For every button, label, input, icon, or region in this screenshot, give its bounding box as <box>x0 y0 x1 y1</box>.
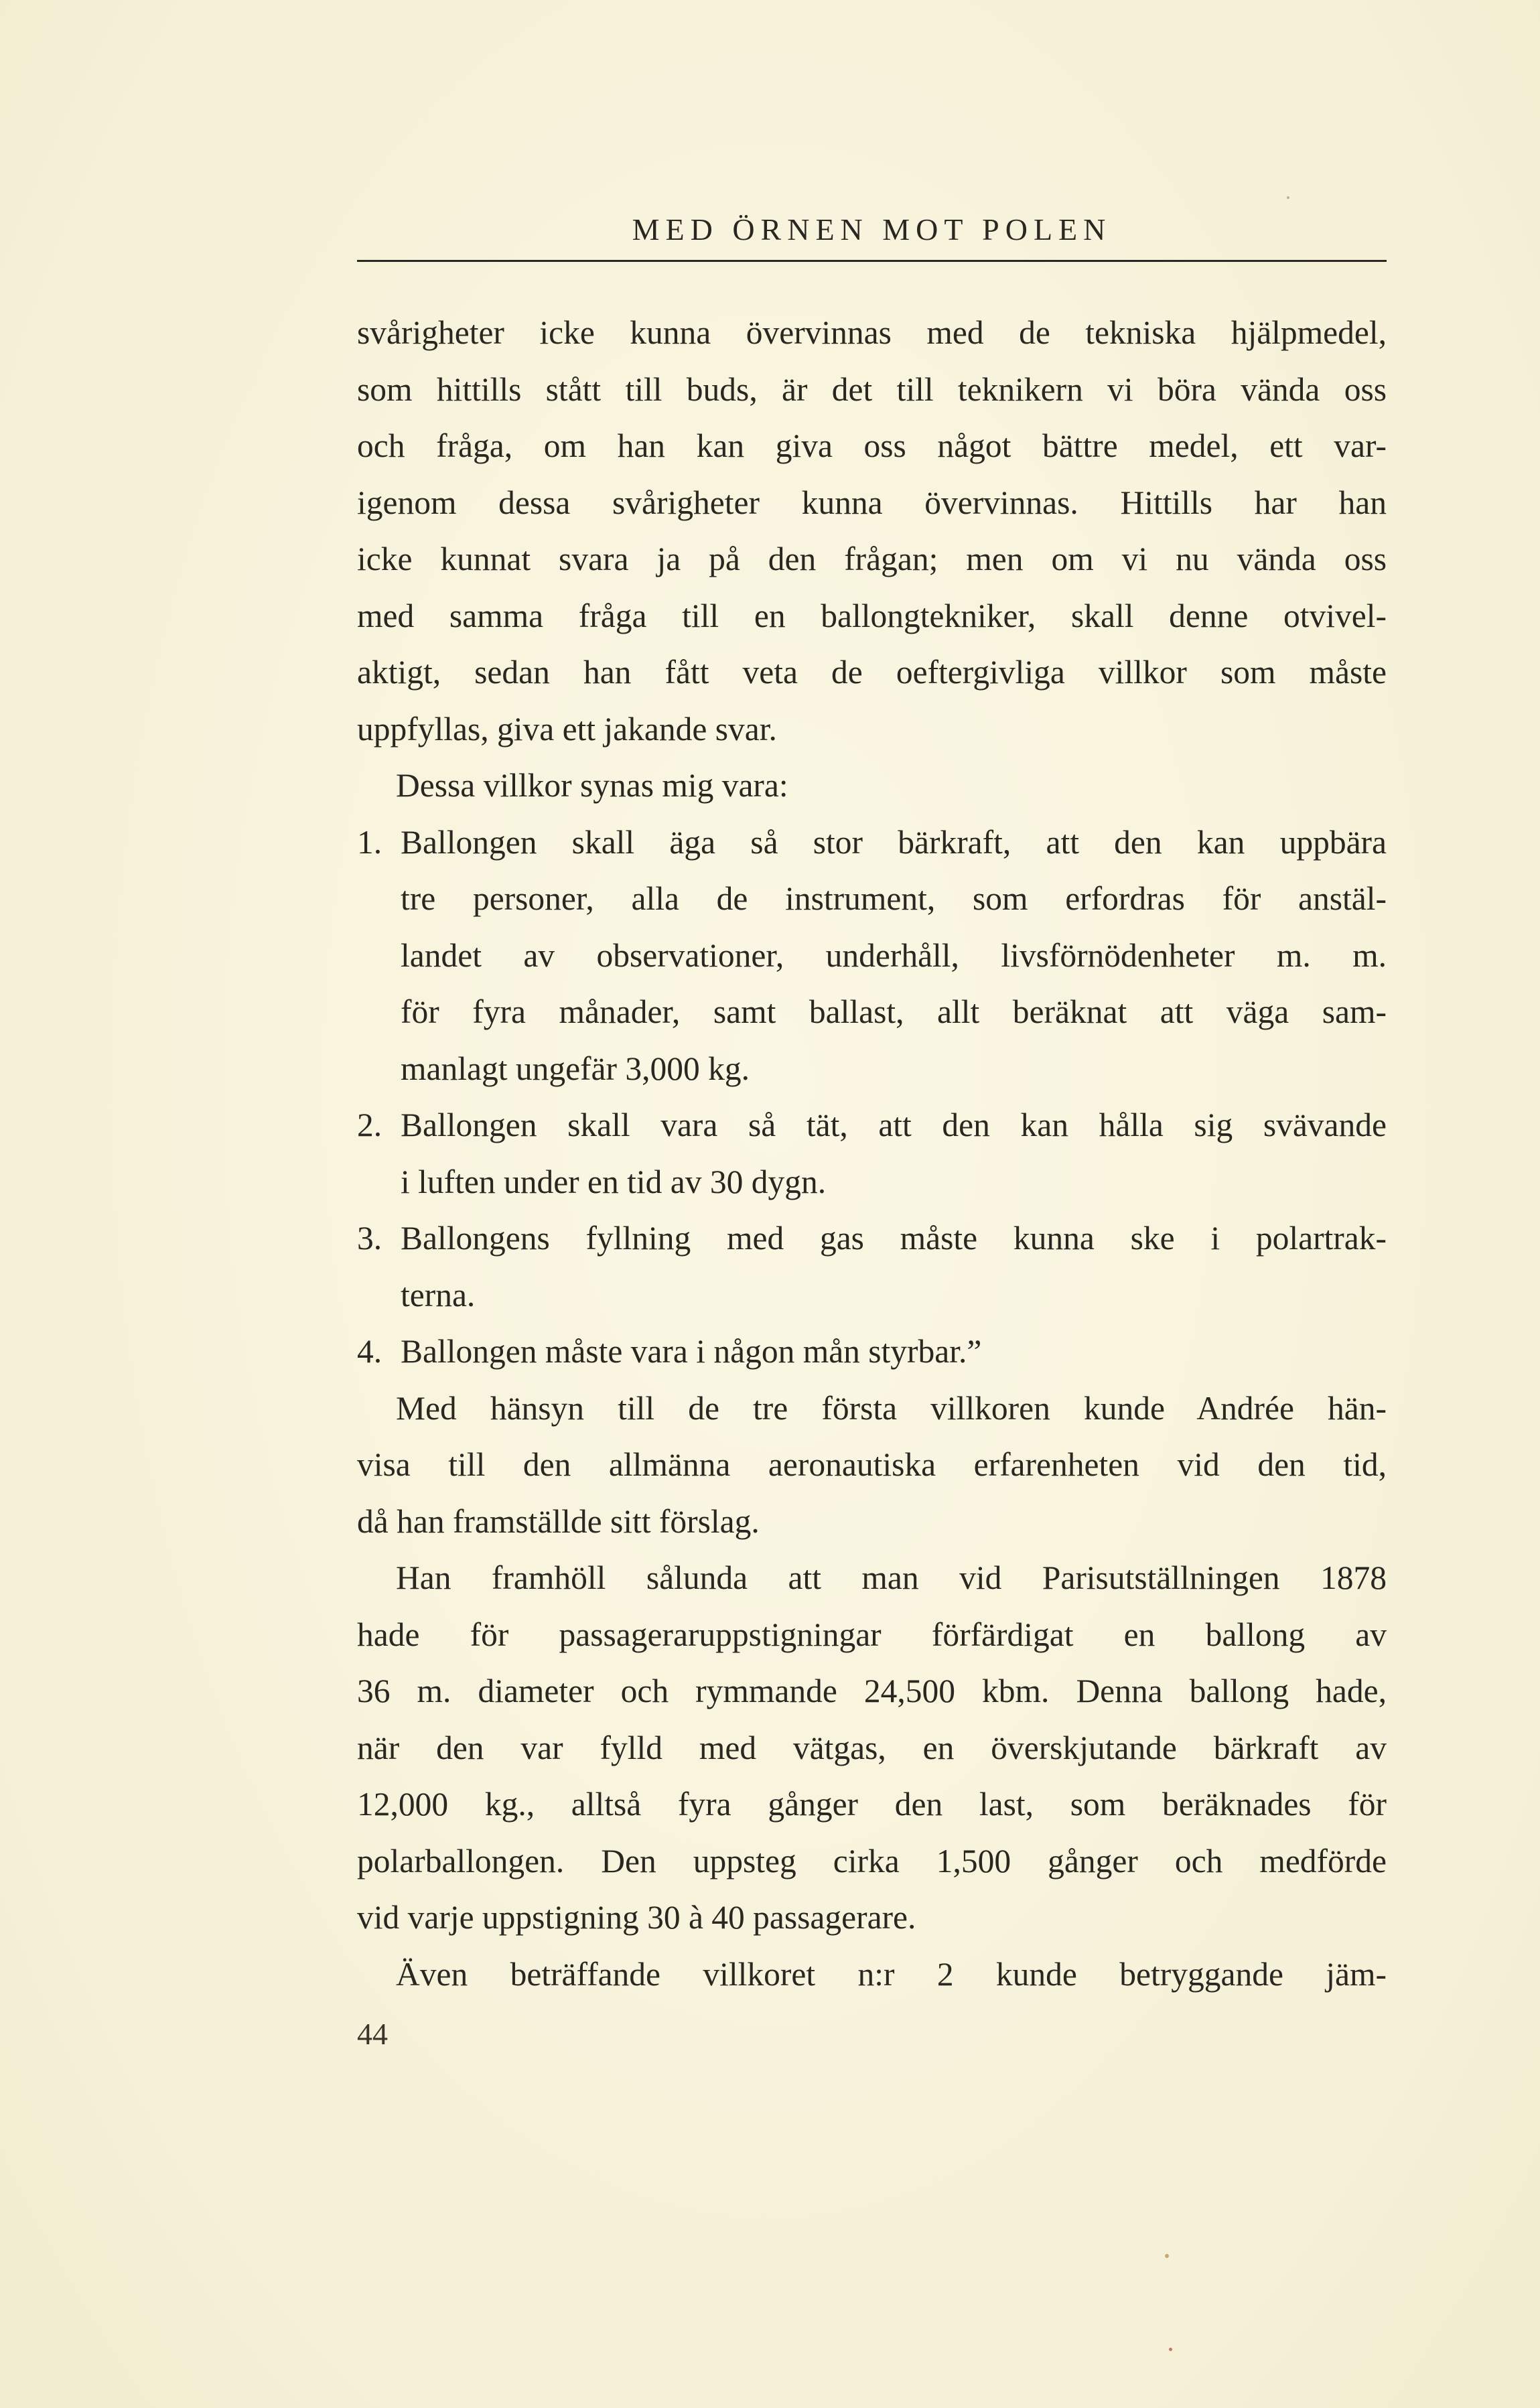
text-line: tre personer, alla de instrument, som erfordras för anstäl- <box>401 880 1387 917</box>
list-item <box>357 1324 1387 1380</box>
list-item-number: 1. <box>357 823 382 861</box>
text-line: uppfyllas, giva ett jakande svar. <box>357 710 777 748</box>
text-line: Han framhöll sålunda att man vid Parisutställningen 1878 <box>396 1559 1387 1596</box>
text-line: manlagt ungefär 3,000 kg. <box>401 1050 750 1087</box>
text-line: svårigheter icke kunna övervinnas med de tekniska hjälpmedel, <box>357 314 1387 351</box>
paragraph <box>357 1550 1387 1946</box>
text-line: Ballongen skall vara så tät, att den kan hålla sig svävande <box>401 1107 1387 1143</box>
text-line: för fyra månader, samt ballast, allt beräknat att väga sam- <box>401 993 1387 1030</box>
text-line: aktigt, sedan han fått veta de oeftergivliga villkor som måste <box>357 654 1387 691</box>
text-line: Ballongens fyllning med gas måste kunna ske i polartrak- <box>401 1220 1387 1257</box>
list-item-number: 3. <box>357 1220 382 1257</box>
text-line: Med hänsyn till de tre första villkoren kunde Andrée hän- <box>396 1389 1387 1427</box>
text-line: då han framställde sitt förslag. <box>357 1502 760 1540</box>
page-number: 44 <box>357 2017 388 2051</box>
text-line: 36 m. diameter och rymmande 24,500 kbm. Denna ballong hade, <box>357 1673 1387 1709</box>
paragraph <box>357 1380 1387 1551</box>
text-line: och fråga, om han kan giva oss något bättre medel, ett var- <box>357 427 1387 464</box>
body-text <box>357 305 1387 2003</box>
paper-speck <box>1165 2254 1169 2258</box>
text-line: Ballongen skall äga så stor bärkraft, att den kan uppbära <box>401 823 1387 861</box>
paragraph <box>357 1946 1387 2003</box>
text-line: igenom dessa svårigheter kunna övervinnas. Hittills har han <box>357 484 1387 521</box>
text-line: Även beträffande villkoret n:r 2 kunde betryggande jäm- <box>396 1955 1387 1993</box>
header-rule <box>357 260 1387 262</box>
text-line: när den var fylld med vätgas, en överskjutande bärkraft av <box>357 1729 1387 1766</box>
text-line: Ballongen måste vara i någon mån styrbar.” <box>401 1333 982 1370</box>
list-item-number: 2. <box>357 1107 382 1143</box>
paragraph <box>357 758 1387 815</box>
list-item <box>357 815 1387 1098</box>
text-line: polarballongen. Den uppsteg cirka 1,500 gånger och medförde <box>357 1842 1387 1880</box>
running-header-title: MED ÖRNEN MOT POLEN <box>632 212 1112 246</box>
text-line: landet av observationer, underhåll, livsförnödenheter m. m. <box>401 936 1387 974</box>
text-line: som hittills stått till buds, är det till teknikern vi böra vända oss <box>357 370 1387 408</box>
list-item-number: 4. <box>357 1333 382 1370</box>
text-line: med samma fråga till en ballongtekniker, skall denne otvivel- <box>357 597 1387 634</box>
paper-speck <box>1287 196 1289 199</box>
text-line: icke kunnat svara ja på den frågan; men om vi nu vända oss <box>357 541 1387 577</box>
text-line: Dessa villkor synas mig vara: <box>396 767 788 804</box>
list-item <box>357 1097 1387 1210</box>
text-line: 12,000 kg., alltså fyra gånger den last, som beräknades för <box>357 1786 1387 1823</box>
running-header <box>357 214 1387 262</box>
paragraph <box>357 305 1387 758</box>
text-line: vid varje uppstigning 30 à 40 passagerare. <box>357 1899 916 1936</box>
text-line: i luften under en tid av 30 dygn. <box>401 1163 827 1200</box>
paper-speck <box>1169 2348 1172 2351</box>
text-line: terna. <box>401 1276 476 1314</box>
list-item <box>357 1210 1387 1324</box>
text-line: visa till den allmänna aeronautiska erfarenheten vid den tid, <box>357 1446 1387 1483</box>
text-line: hade för passageraruppstigningar förfärdigat en ballong av <box>357 1616 1387 1653</box>
